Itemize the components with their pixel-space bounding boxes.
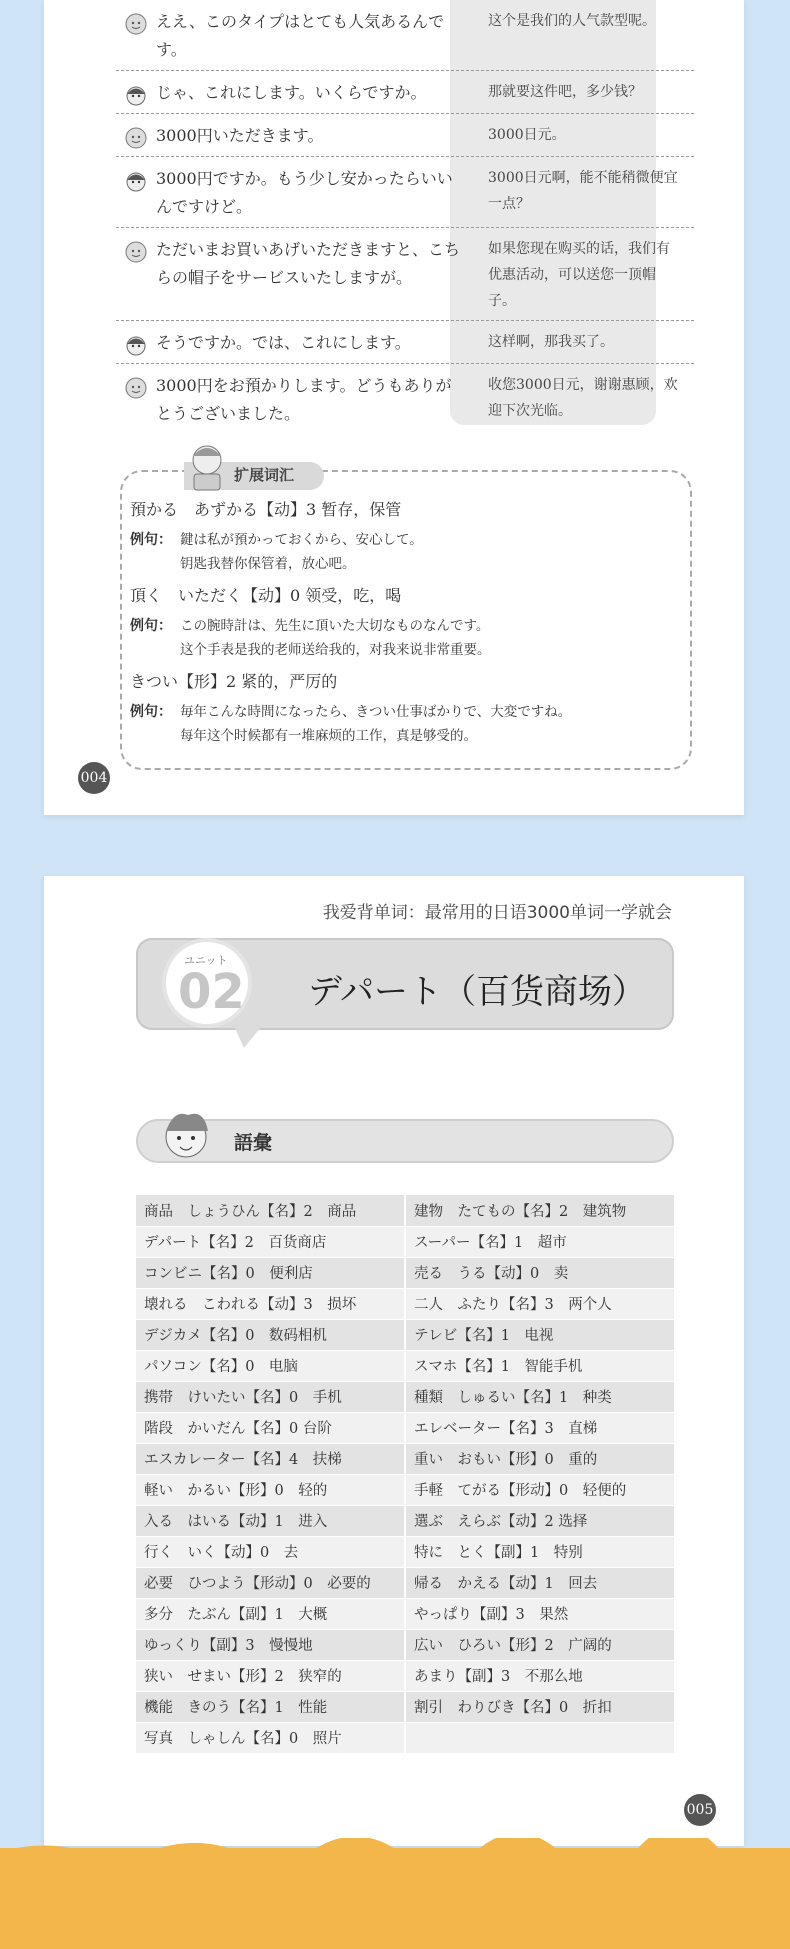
- vocab-cell: デパート【名】2 百货商店: [136, 1226, 405, 1257]
- dialog-row: [116, 321, 694, 364]
- page-005: [44, 876, 744, 1846]
- clerk-face-icon: [124, 126, 148, 150]
- vocab-cell: やっぱり【副】3 果然: [405, 1598, 674, 1629]
- boy-reading-icon: [184, 442, 230, 494]
- extension-content: [130, 490, 640, 748]
- dialog-cn: 3000日元啊，能不能稍微便宜一点？: [488, 170, 678, 212]
- vocab-cell: [405, 1722, 674, 1753]
- unit-title: デパート（百货商场）: [308, 972, 646, 1012]
- vocab-row: [136, 1629, 674, 1660]
- vocab-cell: 選ぶ えらぶ【动】2 选择: [405, 1505, 674, 1536]
- vocab-cell: 必要 ひつよう【形动】0 必要的: [136, 1567, 405, 1598]
- example-label: 例句：: [130, 532, 172, 548]
- vocab-row: [136, 1567, 674, 1598]
- vocab-cell: デジカメ【名】0 数码相机: [136, 1319, 405, 1350]
- dialog-row: [116, 71, 694, 114]
- vocab-cell: 特に とく【副】1 特别: [405, 1536, 674, 1567]
- example-cn: 这个手表是我的老师送给我的，对我来说非常重要。: [180, 642, 491, 658]
- vocab-row: [136, 1319, 674, 1350]
- vocab-row: [136, 1474, 674, 1505]
- vocab-row: [136, 1257, 674, 1288]
- vocab-cell: スマホ【名】1 智能手机: [405, 1350, 674, 1381]
- book-title: 我爱背单词：最常用的日语3000单词一学就会: [322, 903, 672, 923]
- vocab-row: [136, 1691, 674, 1722]
- vocab-cell: 狭い せまい【形】2 狭窄的: [136, 1660, 405, 1691]
- sand-decor: [0, 1848, 790, 1949]
- ext-example: [130, 614, 640, 662]
- ext-word: きつい【形】2 紧的，严厉的: [130, 672, 338, 691]
- vocab-cell: 広い ひろい【形】2 广阔的: [405, 1629, 674, 1660]
- example-cn: 每年这个时候都有一堆麻烦的工作，真是够受的。: [180, 728, 477, 744]
- vocab-cell: 二人 ふたり【名】3 两个人: [405, 1288, 674, 1319]
- page-number: 004: [78, 762, 110, 794]
- dialog-cn: 收您3000日元，谢谢惠顾，欢迎下次光临。: [488, 377, 678, 419]
- ext-word: 預かる あずかる【动】3 暂存，保管: [130, 500, 402, 519]
- vocab-row: [136, 1536, 674, 1567]
- example-label: 例句：: [130, 618, 172, 634]
- dialog-row: [116, 364, 694, 434]
- vocab-row: [136, 1722, 674, 1753]
- unit-badge: [162, 938, 252, 1028]
- vocab-cell: 手軽 てがる【形动】0 轻便的: [405, 1474, 674, 1505]
- vocab-row: [136, 1505, 674, 1536]
- vocab-cell: 重い おもい【形】0 重的: [405, 1443, 674, 1474]
- banner-tail: [234, 1026, 262, 1048]
- vocab-cell: 壊れる こわれる【动】3 损坏: [136, 1288, 405, 1319]
- dialog-row: [116, 228, 694, 321]
- unit-small-label: ユニット: [184, 954, 228, 967]
- vocab-row: [136, 1412, 674, 1443]
- customer-face-icon: [124, 83, 148, 107]
- vocab-cell: 帰る かえる【动】1 回去: [405, 1567, 674, 1598]
- vocab-cell: エスカレーター【名】4 扶梯: [136, 1443, 405, 1474]
- vocab-cell: 多分 たぶん【副】1 大概: [136, 1598, 405, 1629]
- example-jp: 毎年こんな時間になったら、きつい仕事ばかりで、大変ですね。: [180, 704, 572, 720]
- vocab-cell: 種類 しゅるい【名】1 种类: [405, 1381, 674, 1412]
- example-cn: 钥匙我替你保管着，放心吧。: [180, 556, 356, 572]
- vocab-cell: パソコン【名】0 电脑: [136, 1350, 405, 1381]
- unit-number: 02: [178, 964, 245, 1020]
- vocab-cell: 行く いく【动】0 去: [136, 1536, 405, 1567]
- vocab-row: [136, 1226, 674, 1257]
- vocab-row: [136, 1195, 674, 1226]
- vocab-row: [136, 1350, 674, 1381]
- vocab-cell: ゆっくり【副】3 慢慢地: [136, 1629, 405, 1660]
- vocab-cell: 階段 かいだん【名】0 台阶: [136, 1412, 405, 1443]
- vocab-cell: テレビ【名】1 电视: [405, 1319, 674, 1350]
- extension-label: 扩展词汇: [234, 466, 295, 484]
- dialog-jp: 3000円ですか。もう少し安かったらいいんですけど。: [156, 169, 453, 216]
- dialog-row: [116, 114, 694, 157]
- dialog-jp: そうですか。では、これにします。: [156, 333, 411, 352]
- vocab-row: [136, 1288, 674, 1319]
- dialog-jp: ええ、このタイプはとても人気あるんです。: [156, 12, 445, 59]
- clerk-face-icon: [124, 12, 148, 36]
- vocab-table: [136, 1195, 674, 1754]
- vocab-cell: エレベーター【名】3 直梯: [405, 1412, 674, 1443]
- ext-example: [130, 528, 640, 576]
- page-004: [44, 0, 744, 815]
- clerk-face-icon: [124, 240, 148, 264]
- dialog-cn: 那就要这件吧，多少钱？: [488, 84, 642, 100]
- vocab-cell: スーパー【名】1 超市: [405, 1226, 674, 1257]
- vocab-cell: 割引 わりびき【名】0 折扣: [405, 1691, 674, 1722]
- vocab-cell: 建物 たてもの【名】2 建筑物: [405, 1195, 674, 1226]
- vocab-row: [136, 1598, 674, 1629]
- dialog-cn: 如果您现在购买的话，我们有优惠活动，可以送您一顶帽子。: [488, 241, 670, 309]
- vocab-row: [136, 1443, 674, 1474]
- dialog-row: [116, 0, 694, 71]
- vocab-cell: 写真 しゃしん【名】0 照片: [136, 1722, 405, 1753]
- vocab-cell: あまり【副】3 不那么地: [405, 1660, 674, 1691]
- dialog-cn: 3000日元。: [488, 127, 566, 143]
- vocab-cell: 商品 しょうひん【名】2 商品: [136, 1195, 405, 1226]
- vocab-cell: 携帯 けいたい【名】0 手机: [136, 1381, 405, 1412]
- dialog-jp: 3000円をお預かりします。どうもありがとうございました。: [156, 376, 452, 423]
- customer-face-icon: [124, 169, 148, 193]
- example-jp: この腕時計は、先生に頂いた大切なものなんです。: [180, 618, 490, 634]
- example-label: 例句：: [130, 704, 172, 720]
- kid-mascot-icon: [154, 1101, 224, 1167]
- vocab-row: [136, 1660, 674, 1691]
- vocab-section-label: 語彙: [234, 1132, 273, 1154]
- vocab-cell: 売る うる【动】0 卖: [405, 1257, 674, 1288]
- dialog-jp: ただいまお買いあげいただきますと、こちらの帽子をサービスいたしますが。: [156, 240, 461, 287]
- page-number: 005: [684, 1794, 716, 1826]
- dialog-jp: 3000円いただきます。: [156, 126, 324, 145]
- ext-word: 頂く いただく【动】0 领受，吃，喝: [130, 586, 402, 605]
- dialog-table: [116, 0, 694, 434]
- example-jp: 鍵は私が預かっておくから、安心して。: [180, 532, 423, 548]
- ext-example: [130, 700, 640, 748]
- dialog-cn: 这个是我们的人气款型呢。: [488, 13, 656, 29]
- customer-face-icon: [124, 333, 148, 357]
- clerk-face-icon: [124, 376, 148, 400]
- vocab-row: [136, 1381, 674, 1412]
- dialog-row: [116, 157, 694, 228]
- vocab-cell: コンビニ【名】0 便利店: [136, 1257, 405, 1288]
- vocab-cell: 軽い かるい【形】0 轻的: [136, 1474, 405, 1505]
- dialog-cn: 这样啊，那我买了。: [488, 334, 614, 350]
- vocab-cell: 入る はいる【动】1 进入: [136, 1505, 405, 1536]
- vocab-cell: 機能 きのう【名】1 性能: [136, 1691, 405, 1722]
- dialog-jp: じゃ、これにします。いくらですか。: [156, 83, 427, 102]
